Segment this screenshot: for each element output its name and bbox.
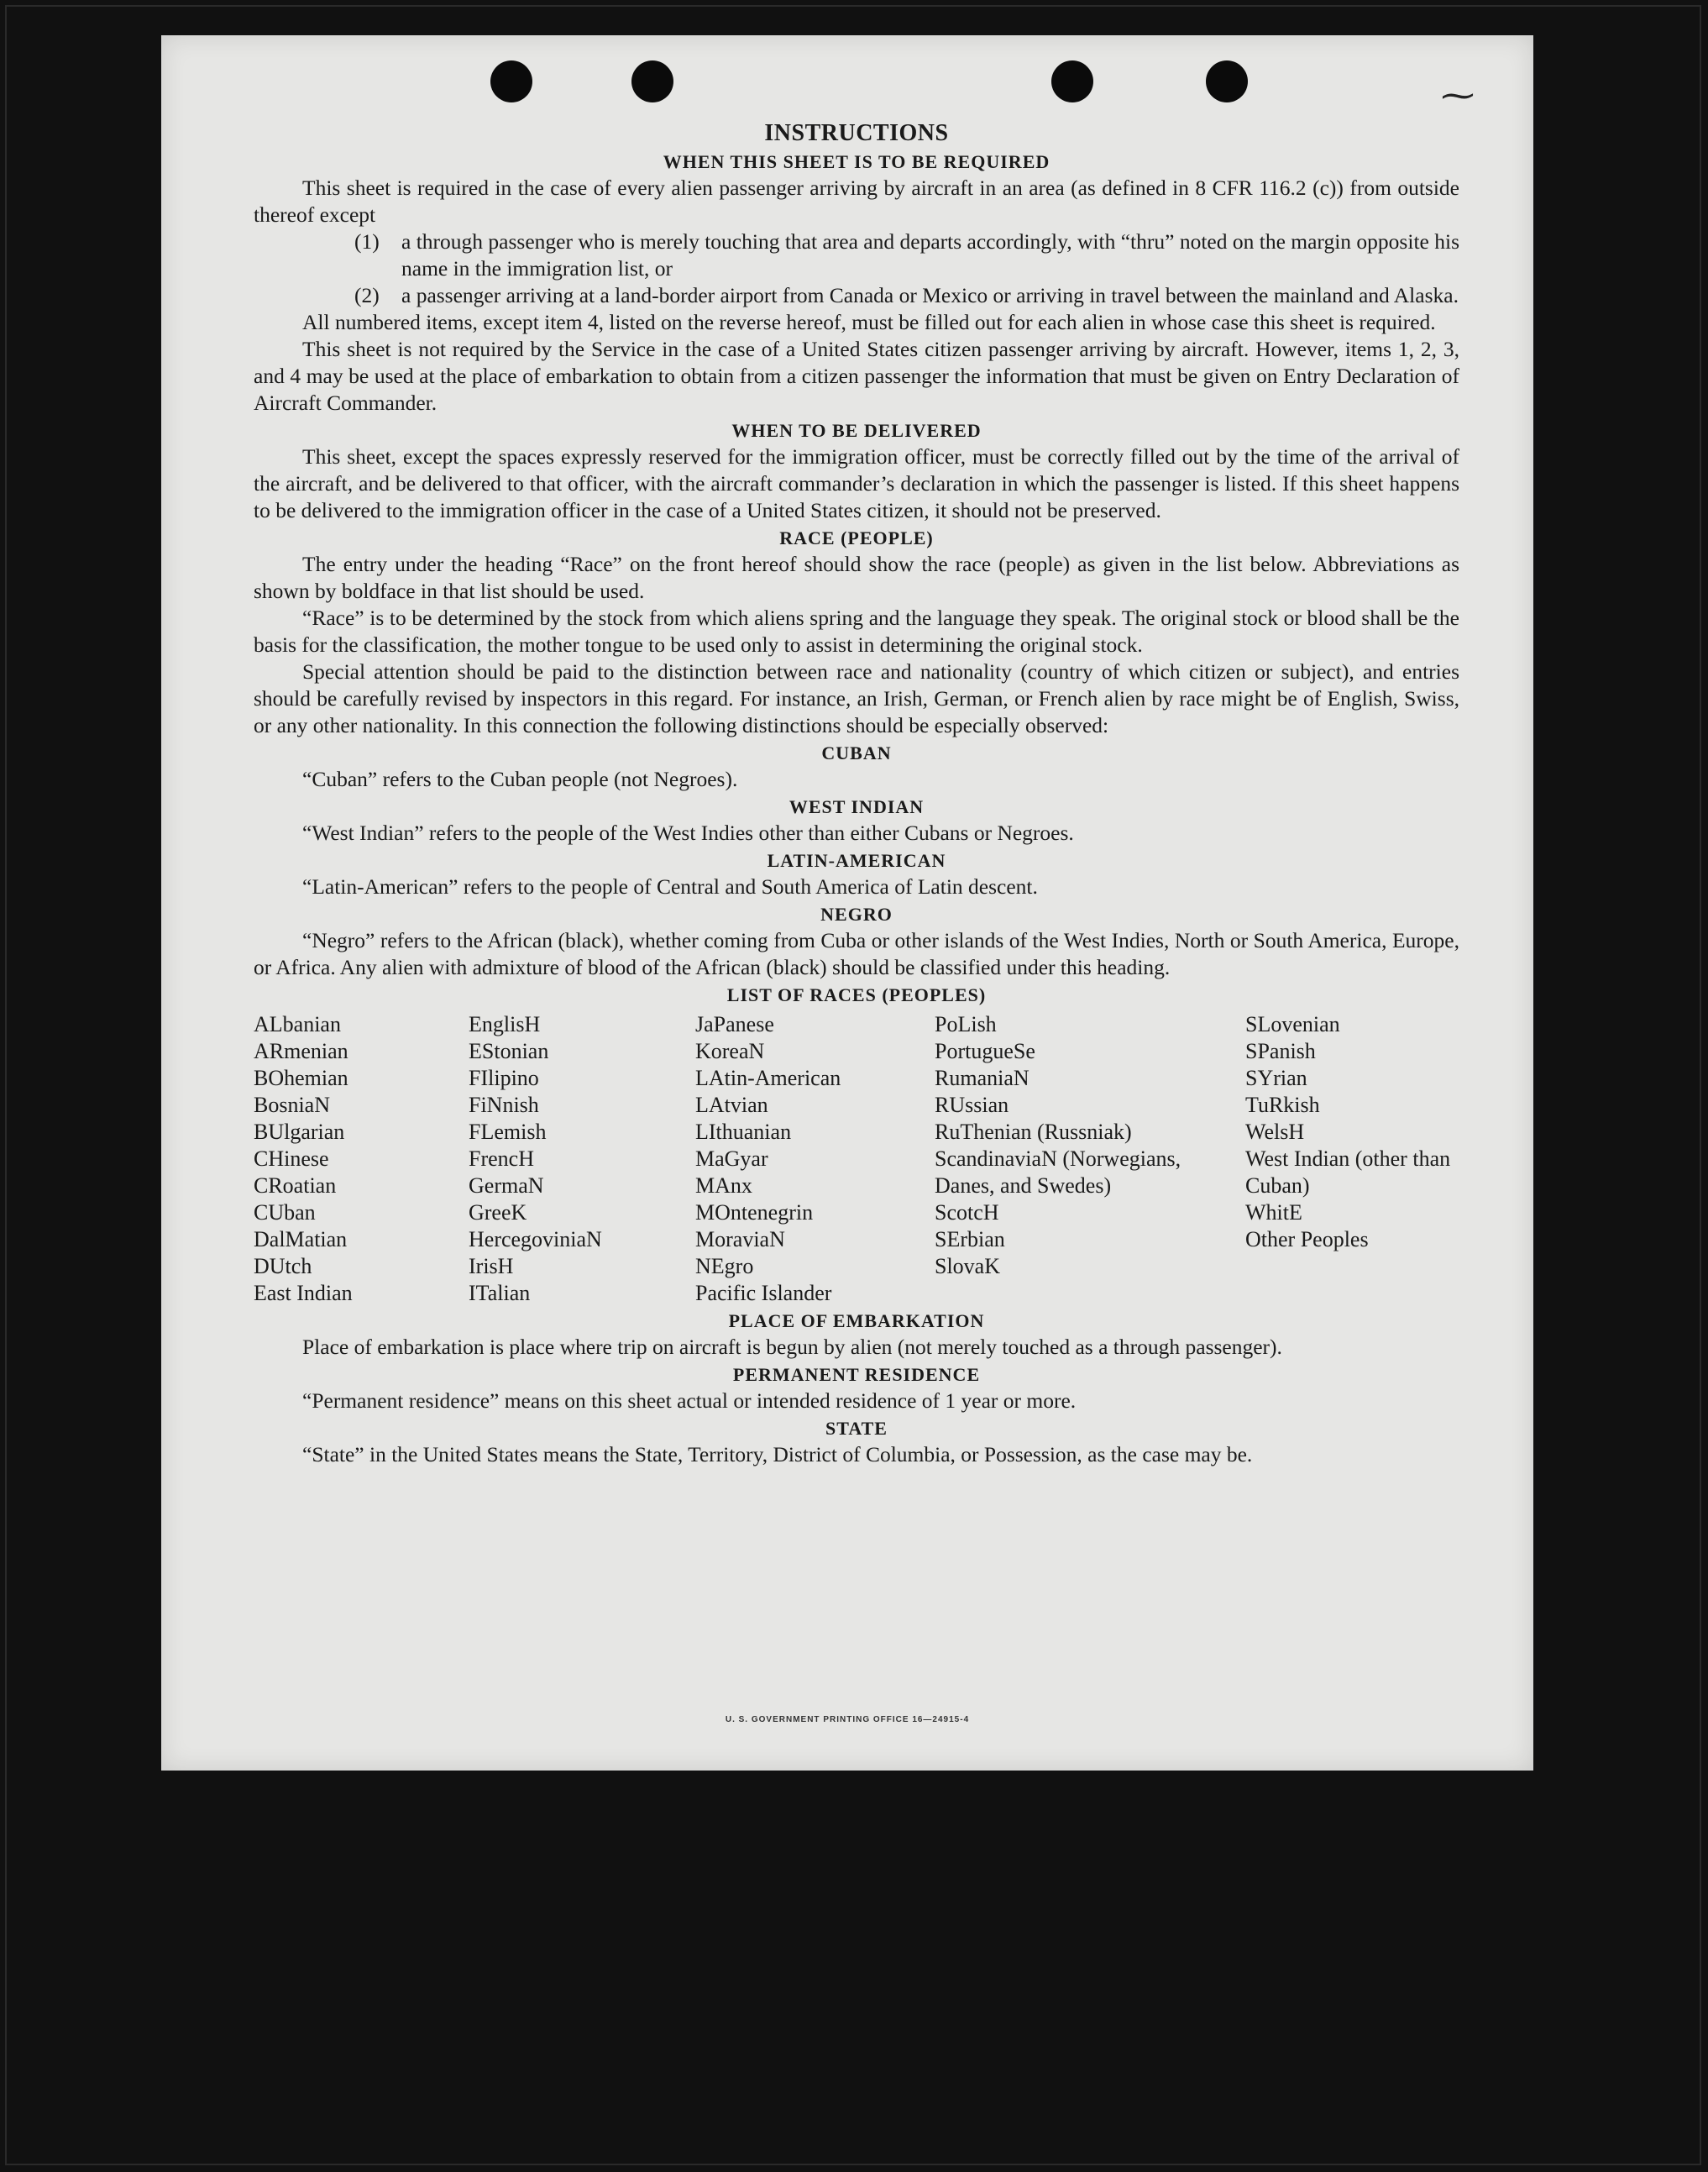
item-number: (2)	[354, 283, 380, 307]
race-entry: EnglisH	[469, 1012, 541, 1036]
paragraph: “Cuban” refers to the Cuban people (not Negroes).	[302, 767, 738, 791]
race-entry: CUban	[254, 1200, 316, 1225]
document-page	[161, 35, 1533, 1771]
race-entry: PortugueSe	[935, 1039, 1035, 1063]
item-number: (1)	[354, 229, 380, 254]
race-entry: ARmenian	[254, 1039, 348, 1063]
race-entry: BosniaN	[254, 1093, 330, 1117]
section-heading: CUBAN	[821, 742, 892, 763]
race-entry: BOhemian	[254, 1066, 348, 1090]
race-entry: MOntenegrin	[695, 1200, 814, 1225]
race-entry: RumaniaN	[935, 1066, 1030, 1090]
punch-hole	[631, 60, 673, 102]
numbered-item	[254, 228, 1459, 282]
race-entry: SYrian	[1245, 1066, 1307, 1090]
race-entry: DalMatian	[254, 1227, 348, 1251]
race-entry: FIlipino	[469, 1066, 539, 1090]
race-entry: SlovaK	[935, 1254, 1000, 1278]
race-entry: NEgro	[695, 1254, 754, 1278]
race-entry: RuThenian (Russniak)	[935, 1120, 1132, 1144]
race-entry: FiNnish	[469, 1093, 539, 1117]
race-entry: SErbian	[935, 1227, 1005, 1251]
race-entry: ScandinaviaN (Norwegians, Danes, and Swedes)	[935, 1146, 1181, 1198]
section-heading: WEST INDIAN	[789, 796, 925, 817]
section-heading: PERMANENT RESIDENCE	[732, 1364, 981, 1385]
printer-imprint: U. S. GOVERNMENT PRINTING OFFICE 16—24915-4	[725, 1715, 970, 1724]
race-entry: EStonian	[469, 1039, 549, 1063]
race-entry: SPanish	[1245, 1039, 1316, 1063]
race-entry: West Indian (other than Cuban)	[1245, 1146, 1451, 1198]
race-entry: RUssian	[935, 1093, 1009, 1117]
race-entry: CHinese	[254, 1146, 329, 1171]
race-entry: GreeK	[469, 1200, 527, 1225]
instructions-body	[254, 119, 1459, 1468]
section-heading: PLACE OF EMBARKATION	[728, 1310, 985, 1331]
race-entry: MoraviaN	[695, 1227, 785, 1251]
paragraph: All numbered items, except item 4, listed on the reverse hereof, must be filled out for each alien in whose case this sheet is required.	[302, 310, 1436, 334]
paragraph: “Race” is to be determined by the stock from which aliens spring and the language they speak. The original stock or blood shall be the basis for the classification, the mother tongue to be used only to assist in determining the original stock.	[254, 606, 1459, 657]
race-entry: GermaN	[469, 1173, 544, 1198]
race-entry: LAtin-American	[695, 1066, 841, 1090]
race-entry: MaGyar	[695, 1146, 768, 1171]
pen-mark: ⁓	[1441, 76, 1475, 114]
punch-hole	[490, 60, 532, 102]
section-heading: LIST OF RACES (PEOPLES)	[726, 984, 987, 1005]
race-column	[469, 1011, 695, 1307]
numbered-item	[254, 282, 1459, 309]
race-entry: FrencH	[469, 1146, 534, 1171]
race-entry: DUtch	[254, 1254, 312, 1278]
race-entry: ScotcH	[935, 1200, 999, 1225]
race-entry: Other Peoples	[1245, 1227, 1369, 1251]
paragraph: This sheet, except the spaces expressly reserved for the immigration officer, must be correctly filled out by the time of the arrival of the aircraft, and be delivered to that officer, with the aircraft commander’s declaration in which the passenger is listed. If this sheet happens to be delivered to the immigration officer in the case of a United States citizen, it should not be preserved.	[254, 444, 1459, 522]
punch-hole	[1051, 60, 1093, 102]
item-text: a passenger arriving at a land-border airport from Canada or Mexico or arriving in travel between the mainland and Alaska.	[401, 283, 1459, 307]
race-entry: IrisH	[469, 1254, 514, 1278]
race-entry: SLovenian	[1245, 1012, 1340, 1036]
paragraph: “Permanent residence” means on this sheet actual or intended residence of 1 year or more.	[302, 1388, 1077, 1413]
race-entry: CRoatian	[254, 1173, 337, 1198]
race-entry: FLemish	[469, 1120, 547, 1144]
race-entry: East Indian	[254, 1281, 353, 1305]
race-entry: ALbanian	[254, 1012, 341, 1036]
section-heading: WHEN THIS SHEET IS TO BE REQUIRED	[663, 151, 1050, 172]
section-heading: RACE (PEOPLE)	[779, 527, 934, 548]
paragraph: Place of embarkation is place where trip on aircraft is begun by alien (not merely touched as a through passenger).	[302, 1335, 1282, 1359]
race-column	[254, 1011, 469, 1307]
race-entry: BUlgarian	[254, 1120, 345, 1144]
race-entry: LIthuanian	[695, 1120, 792, 1144]
race-entry: MAnx	[695, 1173, 752, 1198]
paragraph: “State” in the United States means the State, Territory, District of Columbia, or Possession, as the case may be.	[302, 1442, 1253, 1466]
page-title: INSTRUCTIONS	[764, 120, 949, 146]
race-entry: PoLish	[935, 1012, 997, 1036]
race-entry: WelsH	[1245, 1120, 1305, 1144]
paragraph: “West Indian” refers to the people of the West Indies other than either Cubans or Negroes.	[302, 821, 1074, 845]
paragraph: Special attention should be paid to the distinction between race and nationality (country of which citizen or subject), and entries should be carefully revised by inspectors in this regard. For instance, an Irish, German, or French alien by race might be of English, Swiss, or any other nationality. In this connection the following distinctions should be especially observed:	[254, 659, 1459, 737]
race-list	[254, 1011, 1459, 1307]
section-heading: NEGRO	[820, 904, 893, 925]
paragraph: “Latin-American” refers to the people of Central and South America of Latin descent.	[302, 874, 1038, 899]
race-column	[935, 1011, 1245, 1307]
race-column	[1245, 1011, 1459, 1307]
paragraph: This sheet is not required by the Service in the case of a United States citizen passenger arriving by aircraft. However, items 1, 2, 3, and 4 may be used at the place of embarkation to obtain from a citizen passenger the information that must be given on Entry Declaration of Aircraft Commander.	[254, 337, 1459, 415]
section-heading: STATE	[825, 1418, 888, 1439]
race-entry: JaPanese	[695, 1012, 774, 1036]
race-entry: KoreaN	[695, 1039, 765, 1063]
race-entry: HercegoviniaN	[469, 1227, 602, 1251]
race-column	[695, 1011, 935, 1307]
race-entry: WhitE	[1245, 1200, 1302, 1225]
paragraph: The entry under the heading “Race” on the front hereof should show the race (people) as given in the list below. Abbreviations as shown by boldface in that list should be used.	[254, 552, 1459, 603]
race-entry: TuRkish	[1245, 1093, 1320, 1117]
punch-hole	[1206, 60, 1248, 102]
race-entry: Pacific Islander	[695, 1281, 832, 1305]
paragraph: “Negro” refers to the African (black), whether coming from Cuba or other islands of the West Indies, North or South America, Europe, or Africa. Any alien with admixture of blood of the African (black) should be classified under this heading.	[254, 928, 1459, 979]
item-text: a through passenger who is merely touching that area and departs accordingly, with “thru” noted on the margin opposite his name in the immigration list, or	[401, 229, 1459, 281]
section-heading: WHEN TO BE DELIVERED	[731, 420, 982, 441]
section-heading: LATIN-AMERICAN	[767, 850, 946, 871]
paragraph: This sheet is required in the case of every alien passenger arriving by aircraft in an area (as defined in 8 CFR 116.2 (c)) from outside thereof except	[254, 176, 1459, 227]
race-entry: ITalian	[469, 1281, 531, 1305]
race-entry: LAtvian	[695, 1093, 768, 1117]
